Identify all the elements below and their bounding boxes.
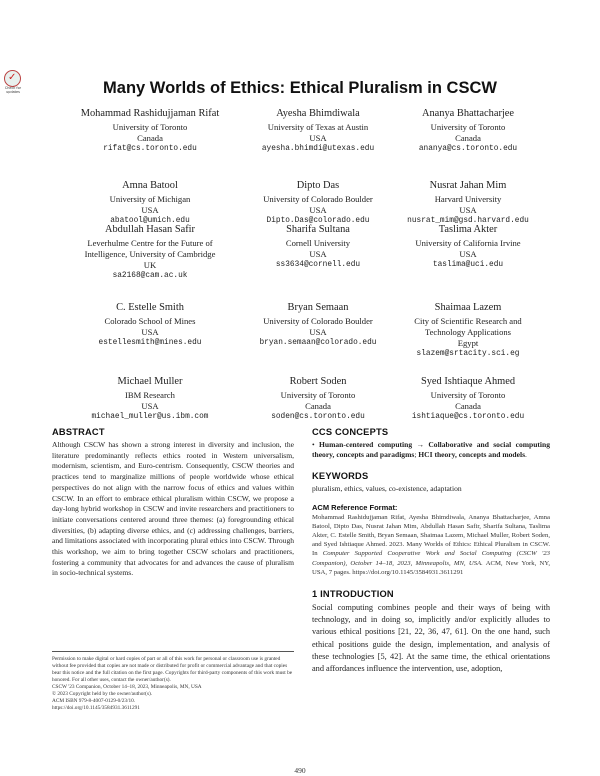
author-country: Egypt [457, 337, 479, 348]
author-affiliation: University of Toronto [280, 389, 356, 400]
author-affiliation: Leverhulme Centre for the Future of Intelligence, University of Cambridge [84, 237, 216, 259]
venue-line: CSCW '23 Companion, October 14–18, 2023, Minneapolis, MN, USA [52, 684, 202, 691]
author-country: USA [459, 248, 477, 259]
permission-footnote [52, 651, 294, 712]
author-block [52, 224, 248, 302]
doi-link[interactable]: https://doi.org/10.1145/3584931.3611291 [52, 705, 140, 712]
author-country: USA [459, 204, 477, 215]
author-country: USA [309, 326, 327, 337]
author-block [52, 302, 248, 376]
author-email[interactable]: nusrat_mim@gsd.harvard.edu [407, 216, 529, 225]
author-email[interactable]: taslima@uci.edu [432, 260, 504, 269]
author-country: USA [309, 132, 327, 143]
reference-proceedings: Computer Supported Cooperative Work and Social Computing (CSCW '23 Companion), October 14–18, 2023, Minneapolis, MN, USA. [312, 550, 550, 567]
page-number: 490 [294, 766, 306, 775]
author-name: Bryan Semaan [287, 302, 349, 313]
author-affiliation: University of Toronto [112, 121, 188, 132]
copyright-line: © 2023 Copyright held by the owner/author(s). [52, 691, 153, 698]
author-affiliation: University of Toronto [430, 389, 506, 400]
author-affiliation: Cornell University [285, 237, 351, 248]
abstract-heading: ABSTRACT [52, 427, 105, 437]
ccs-arrow: → [412, 440, 429, 449]
author-name: Sharifa Sultana [286, 224, 350, 235]
ccs-heading: CCS CONCEPTS [312, 427, 389, 437]
author-block [248, 180, 388, 224]
author-block [52, 108, 248, 180]
author-block [248, 376, 388, 434]
author-name: Amna Batool [122, 180, 178, 191]
author-block [388, 180, 548, 224]
author-grid [52, 108, 548, 434]
author-block [388, 224, 548, 302]
author-email[interactable]: michael_muller@us.ibm.com [91, 412, 209, 421]
author-block [52, 376, 248, 434]
author-name: Mohammad Rashidujjaman Rifat [80, 108, 220, 119]
author-block [248, 224, 388, 302]
author-country: USA [141, 326, 159, 337]
author-email[interactable]: ishtiaque@cs.toronto.edu [411, 412, 525, 421]
author-country: Canada [137, 132, 163, 143]
isbn-line: ACM ISBN 979-8-4007-0129-0/23/10. [52, 698, 136, 705]
checkmark-icon: ✓ [8, 72, 17, 83]
ccs-end: . [525, 450, 527, 460]
author-email[interactable]: slazem@srtacity.sci.eg [416, 349, 520, 358]
author-email[interactable]: soden@cs.toronto.edu [271, 412, 365, 421]
author-block [388, 302, 548, 376]
author-name: Ayesha Bhimdiwala [276, 108, 360, 119]
author-email[interactable]: ayesha.bhimdi@utexas.edu [261, 144, 375, 153]
author-email[interactable]: estellesmith@mines.edu [98, 338, 202, 347]
ccs-concept-2: Collaborative and social computing theory, concepts and paradigms [312, 440, 550, 460]
author-affiliation: University of Michigan [109, 193, 191, 204]
author-name: Abdullah Hasan Safir [104, 224, 196, 235]
author-email[interactable]: ss3634@cornell.edu [275, 260, 361, 269]
author-name: Dipto Das [296, 180, 340, 191]
ccs-separator: ; [414, 450, 419, 460]
author-email[interactable]: abatool@umich.edu [110, 216, 190, 225]
ccs-bullet: • [312, 440, 315, 449]
reference-authors: Mohammad Rashidujjaman Rifat, Ayesha Bhimdiwala, Ananya Bhattacharjee, Amna Batool, Dipto Das, Nusrat Jahan Mim, Abdullah Hasan Safir, Sharifa Sultana, Taslima Akter, C. Estelle Smith, Bryan Semaan, Shaimaa Lazem, Michael Muller, Robert Soden, and Syed Ishtiaque Ahmed. 2023. Many Worlds of Ethics: Ethical Pluralism in CSCW. In [312, 513, 550, 558]
author-email[interactable]: ananya@cs.toronto.edu [418, 144, 518, 153]
author-affiliation: University of Toronto [430, 121, 506, 132]
author-name: Shaimaa Lazem [434, 302, 502, 313]
ccs-concept-3: HCI theory, concepts and models [418, 450, 526, 460]
author-block [52, 180, 248, 224]
author-block [248, 108, 388, 180]
author-country: USA [309, 204, 327, 215]
author-email[interactable]: Dipto.Das@colorado.edu [266, 216, 370, 225]
author-name: Michael Muller [117, 376, 183, 387]
author-country: UK [143, 259, 157, 270]
author-affiliation: University of California Irvine [415, 237, 521, 248]
author-block [248, 302, 388, 376]
author-affiliation: University of Colorado Boulder [263, 315, 373, 326]
author-affiliation: Harvard University [434, 193, 502, 204]
author-block [388, 376, 548, 434]
author-country: USA [309, 248, 327, 259]
author-country: Canada [455, 400, 481, 411]
permission-text: Permission to make digital or hard copies of part or all of this work for personal or classroom use is granted without fee provided that copies are not made or distributed for profit or commercial advantage and that copies bear this notice and the full citation on the first page. Copyrights for third-party components of this work must be honored. For all other uses, contact the owner/author(s). [52, 656, 293, 684]
author-country: USA [141, 204, 159, 215]
author-email[interactable]: bryan.semaan@colorado.edu [259, 338, 377, 347]
author-name: Robert Soden [289, 376, 347, 387]
ccs-concepts [312, 440, 550, 461]
author-affiliation: Colorado School of Mines [104, 315, 196, 326]
author-name: Ananya Bhattacharjee [421, 108, 515, 119]
ccs-concept-1: Human-centered computing [319, 440, 413, 449]
author-name: Taslima Akter [438, 224, 498, 235]
author-email[interactable]: rifat@cs.toronto.edu [103, 144, 197, 153]
right-column [312, 427, 550, 675]
author-affiliation: IBM Research [125, 389, 175, 400]
author-name: Nusrat Jahan Mim [429, 180, 507, 191]
badge-label: Check for updates [4, 86, 22, 94]
introduction-heading: 1 INTRODUCTION [312, 588, 394, 599]
left-column [52, 427, 294, 579]
author-name: Syed Ishtiaque Ahmed [420, 376, 516, 387]
keywords-text: pluralism, ethics, values, co-existence, adaptation [312, 483, 462, 493]
abstract-text: Although CSCW has shown a strong interest in diversity and inclusion, the literature predominantly reflects ethics rooted in Western universalism, modernism, scientism, and Euro-centrism. Consequently, CSCW theories and practices tend to marginalize millions of people worldwide whose ethical perspectives do not align with the narrow focus of ethics and values within CSCW. In an effort to embrace ethical pluralism within CSCW, we propose a day-long hybrid workshop in CSCW and invite researchers and practitioners to initiate conversations centered around three themes: (a) foregrounding ethical diversities, (b) adapting diverse ethics, and (c) addressing challenges, barriers, and limitations associated with incorporating plural ethics into CSCW. Through this workshop, we aim to bring together CSCW scholars and practitioners, fostering a community that advocates for and advances the cause of pluralism in socio-technical systems. [52, 440, 294, 578]
author-country: USA [141, 400, 159, 411]
author-country: Canada [305, 400, 331, 411]
keywords-heading: KEYWORDS [312, 470, 369, 481]
author-name: C. Estelle Smith [116, 302, 184, 313]
reference-text [312, 513, 550, 577]
author-affiliation: University of Colorado Boulder [263, 193, 373, 204]
reference-heading: ACM Reference Format: [312, 502, 398, 512]
author-affiliation: City of Scientific Research and Technology Applications [414, 315, 522, 337]
reference-tail: ACM, New York, NY, USA, 7 pages. https://doi.org/10.1145/3584931.3611291 [312, 559, 550, 576]
introduction-text: Social computing combines people and their ways of being with technology, and in doing so, implicitly and/or explicitly alludes to various ethical positions [21, 22, 36, 47, 61]. On the one hand, such ethical positions guide the design, implementation, and analysis of these technologies [5, 42]. At the same time, the ethical orientations and affordances influence the intervention, use, adoption, [312, 602, 550, 673]
author-affiliation: University of Texas at Austin [267, 121, 369, 132]
paper-title: Many Worlds of Ethics: Ethical Pluralism in CSCW [103, 79, 497, 97]
author-country: Canada [455, 132, 481, 143]
author-email[interactable]: sa2168@cam.ac.uk [112, 271, 188, 280]
author-block [388, 108, 548, 180]
